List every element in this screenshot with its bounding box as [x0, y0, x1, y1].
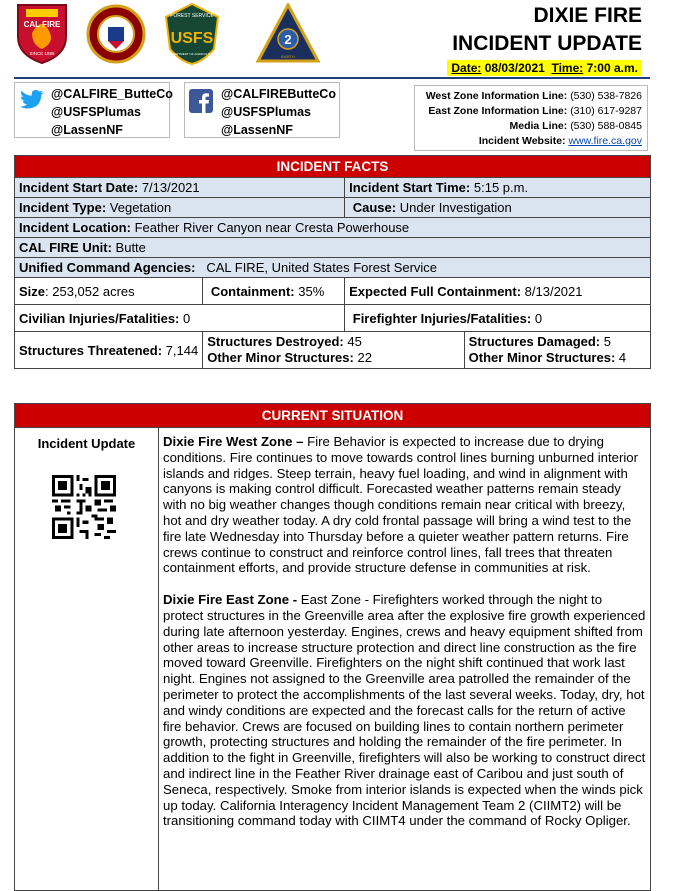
- calfire-unit-cell: CAL FIRE Unit: Butte: [15, 238, 651, 258]
- twitter-box: [14, 82, 173, 138]
- title-line-2: INCIDENT UPDATE: [452, 32, 642, 55]
- twitter-handle-2: @USFSPlumas: [51, 105, 141, 119]
- svg-text:FOREST SERVICE: FOREST SERVICE: [170, 13, 214, 19]
- firefighter-injuries-cell: Firefighter Injuries/Fatalities: 0: [345, 305, 651, 332]
- title-line-1: DIXIE FIRE: [533, 4, 642, 27]
- east-zone-heading: Dixie Fire East Zone -: [163, 592, 298, 608]
- time-value: 7:00 a.m.: [586, 61, 638, 75]
- calfire-logo-icon: [14, 3, 70, 65]
- svg-text:2: 2: [284, 32, 292, 47]
- svg-text:SINCE 1885: SINCE 1885: [29, 51, 55, 56]
- contact-info-box: [414, 85, 648, 151]
- structures-destroyed-cell: Structures Destroyed: 45 Other Minor Structures: 22: [203, 332, 464, 369]
- date-time-line: [447, 60, 642, 76]
- incident-facts-header: INCIDENT FACTS: [15, 156, 651, 178]
- incident-location-cell: Incident Location: Feather River Canyon near Cresta Powerhouse: [15, 218, 651, 238]
- situation-text-column: [159, 428, 650, 890]
- civilian-injuries-cell: Civilian Injuries/Fatalities: 0: [15, 305, 345, 332]
- qr-code-icon[interactable]: [52, 475, 116, 539]
- facebook-icon: [189, 89, 213, 113]
- facebook-handle-2: @USFSPlumas: [221, 105, 311, 119]
- date-value: 08/03/2021: [484, 61, 545, 75]
- start-time-cell: Incident Start Time: 5:15 p.m.: [345, 178, 651, 198]
- forest-service-logo-icon: [164, 3, 220, 65]
- east-zone-paragraph: [163, 592, 646, 829]
- structures-threatened-cell: Structures Threatened: 7,144: [15, 332, 203, 369]
- svg-text:DEPARTMENT OF AGRICULTURE: DEPARTMENT OF AGRICULTURE: [168, 52, 216, 56]
- time-label: Time:: [551, 61, 584, 75]
- svg-text:EARTH: EARTH: [281, 54, 295, 59]
- twitter-icon: [19, 89, 45, 111]
- twitter-handle-3: @LassenNF: [51, 123, 123, 137]
- facebook-handle-3: @LassenNF: [221, 123, 293, 137]
- start-date-cell: Incident Start Date: 7/13/2021: [15, 178, 345, 198]
- twitter-handle-1: @CALFIRE_ButteCo: [51, 87, 173, 101]
- west-zone-text: Fire Behavior is expected to increase due to drying conditions. Fire continues to move towards control lines burning unburned interior islands and ridges. Steep terrain, heavy fuel loading, and wind in alignment with canyons is making control difficult. Forecasted weather patterns remain steady with no big weather changes though conditions remain near critical with breezy, hot and dry weather today. A dry cold frontal passage will bring a wind test to the fire late Wednesday into Thursday before a quieter weather pattern returns. Fire crews continue to construct and reinforce control lines, fall trees that threaten containment efforts, and provide structure defense in communities at risk.: [163, 434, 639, 576]
- incident-type-cell: Incident Type: Vegetation: [15, 198, 345, 218]
- unified-command-cell: Unified Command Agencies: CAL FIRE, United States Forest Service: [15, 258, 651, 278]
- svg-text:CAL FIRE: CAL FIRE: [23, 20, 61, 29]
- header-divider: [14, 77, 650, 79]
- west-zone-heading: Dixie Fire West Zone –: [163, 434, 304, 449]
- svg-text:USFS: USFS: [170, 30, 214, 47]
- media-line: Media Line: (530) 588-0845: [509, 120, 642, 132]
- size-cell: Size: 253,052 acres: [15, 278, 203, 305]
- document-title: [452, 2, 642, 58]
- structures-damaged-cell: Structures Damaged: 5 Other Minor Structures: 4: [464, 332, 650, 369]
- website-line: Incident Website: www.fire.ca.gov: [478, 135, 642, 147]
- current-situation-section: [14, 403, 651, 891]
- incident-update-label: Incident Update: [37, 436, 136, 451]
- current-situation-header: CURRENT SITUATION: [15, 404, 650, 428]
- containment-cell: Containment: 35%: [203, 278, 345, 305]
- west-zone-paragraph: [163, 434, 646, 576]
- full-containment-cell: Expected Full Containment: 8/13/2021: [345, 278, 651, 305]
- situation-left-column: [15, 428, 159, 890]
- emergency-seal-logo-icon: [86, 3, 146, 65]
- east-zone-text: East Zone - Firefighters worked through the night to protect structures in the Greenville area after the explosive fire growth experienced during late afternoon yesterday. Engines, crews and heavy equipment shifted from other areas to increase structure protection and direct line construction as the fire moved toward Greenville. Firefighters on the night shift continued that work last night. Engines not assigned to the Greenville area patrolled the remainder of the perimeter to protect the accomplishments of the last several weeks. Today, dry, hot and windy conditions are expected and the forecast calls for the return of active fire behavior. Crews are focused on building lines to contain northern perimeter growth, protecting structures and holding the remainder of the fire perimeter. In addition to the fight in Greenville, firefighters will also be working to construct direct and indirect line in the Feather River drainage east of Caribou and just south of Seneca, respectively. Smoke from interior islands is expected when the winds pick up today. California Interagency Incident Management Team 2 (CIIMT2) will be transitioning command today with CIIMT4 under the command of Rocky Opliger.: [163, 592, 646, 829]
- facebook-box: [184, 82, 340, 138]
- incident-website-link[interactable]: www.fire.ca.gov: [568, 135, 642, 147]
- facebook-handle-1: @CALFIREButteCo: [221, 87, 336, 101]
- incident-facts-table: [14, 155, 651, 369]
- cause-cell: Cause: Under Investigation: [345, 198, 651, 218]
- west-zone-line: West Zone Information Line: (530) 538-7826: [425, 90, 642, 102]
- imt2-logo-icon: [256, 3, 320, 65]
- date-label: Date:: [451, 61, 482, 75]
- east-zone-line: East Zone Information Line: (310) 617-9287: [428, 105, 642, 117]
